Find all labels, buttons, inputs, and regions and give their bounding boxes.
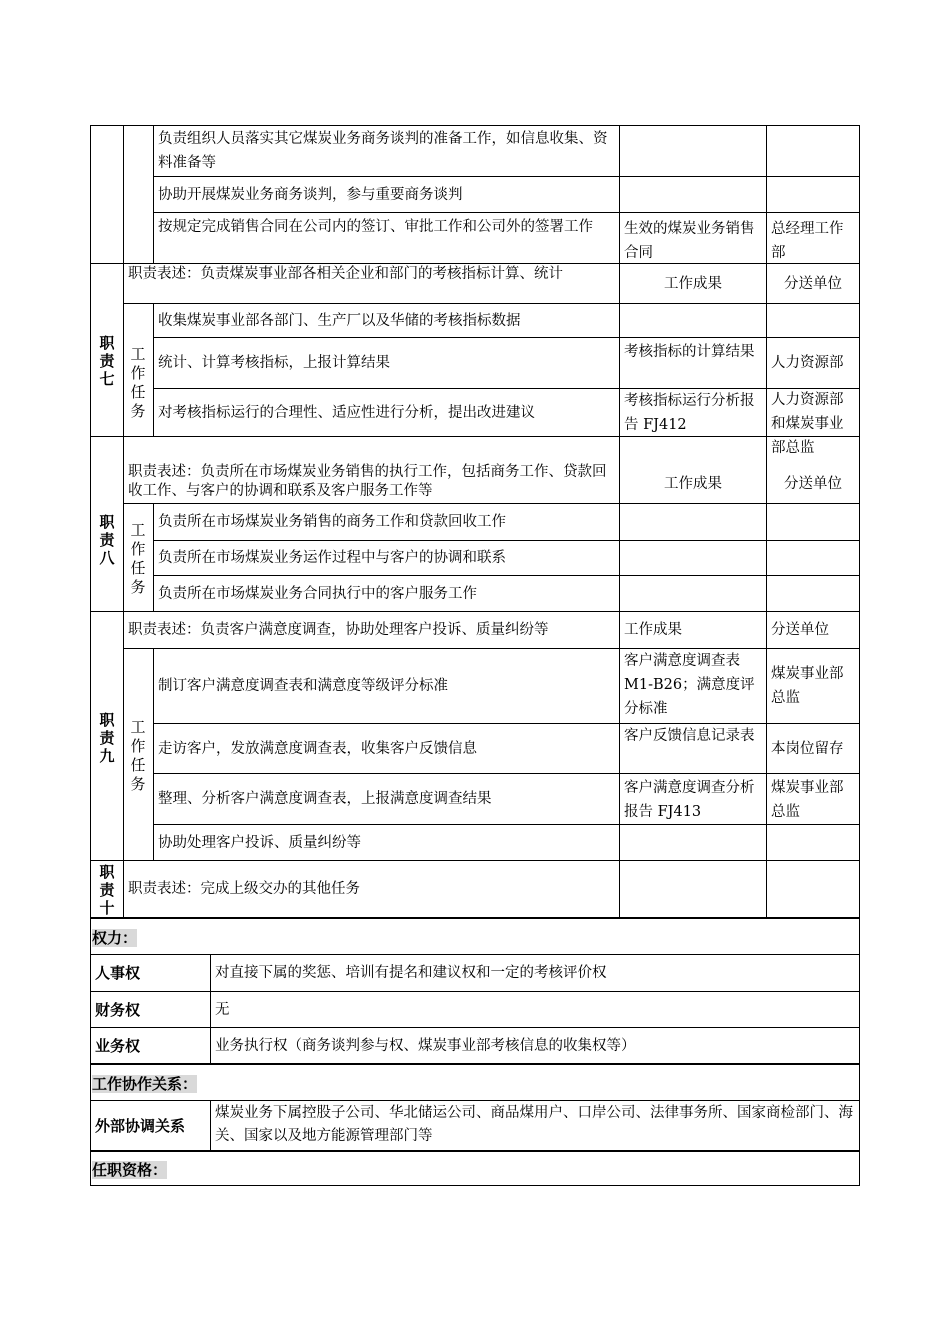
dept-cell: 本岗位留存 [771,740,844,757]
task-cell: 走访客户，发放满意度调查表，收集客户反馈信息 [158,740,477,757]
result-cell: 客户反馈信息记录表 [624,728,755,744]
dept-header: 分送单位 [784,275,842,292]
result-cell: 考核指标运行分析报告 FJ412 [624,392,755,433]
cooperation-name: 外部协调关系 [95,1116,186,1135]
task-cell: 对考核指标运行的合理性、适应性进行分析，提出改进建议 [158,404,535,421]
qualification-title-text: 任职资格： [92,1161,168,1179]
duty-label: 职责十 [99,863,115,917]
result-header: 工作成果 [624,622,682,638]
task-cell: 负责组织人员落实其它煤炭业务商务谈判的准备工作，如信息收集、资料准备等 [158,131,608,171]
authority-value: 无 [215,1001,230,1018]
task-cell: 协助处理客户投诉、质量纠纷等 [158,834,361,851]
duty-label: 职责七 [99,334,115,388]
dept-cell: 人力资源部 [771,355,844,371]
duty-statement: 职责表述：完成上级交办的其他任务 [128,881,360,897]
qualification-title [92,1159,167,1180]
dept-header: 分送单位 [771,622,829,638]
cooperation-value: 煤炭业务下属控股子公司、华北储运公司、商品煤用户、口岸公司、法律事务所、国家商检部门、海关、国家以及地方能源管理部门等 [215,1105,853,1144]
result-cell: 客户满意度调查表 M1-B26；满意度评分标准 [624,653,755,717]
duty-statement: 职责表述：负责煤炭事业部各相关企业和部门的考核指标计算、统计 [128,266,563,282]
authority-title [92,927,137,948]
task-label: 工作任务 [130,521,146,596]
dept-header: 分送单位 [784,476,842,492]
task-label: 工作任务 [130,345,146,420]
authority-name: 人事权 [95,964,141,982]
task-cell: 负责所在市场煤炭业务销售的商务工作和贷款回收工作 [158,514,506,530]
authority-value: 对直接下属的奖惩、培训有提名和建议权和一定的考核评价权 [215,965,607,981]
dept-cell: 人力资源部和煤炭事业部总监 [771,392,844,456]
authority-title-text: 权力： [92,929,138,947]
authority-name: 业务权 [95,1036,141,1055]
dept-cell: 煤炭事业部总监 [771,666,844,706]
duty-statement: 职责表述：负责所在市场煤炭业务销售的执行工作，包括商务工作、贷款回收工作、与客户的协调和联系及客户服务工作等 [128,464,607,499]
authority-name: 财务权 [95,1000,141,1019]
task-cell: 按规定完成销售合同在公司内的签订、审批工作和公司外的签署工作 [158,219,593,235]
task-cell: 整理、分析客户满意度调查表，上报满意度调查结果 [158,791,492,807]
authority-value: 业务执行权（商务谈判参与权、煤炭事业部考核信息的收集权等） [215,1037,636,1054]
result-cell: 考核指标的计算结果 [624,344,755,360]
result-header: 工作成果 [664,275,722,292]
dept-cell: 煤炭事业部总监 [771,780,844,820]
result-cell: 生效的煤炭业务销售合同 [624,221,755,261]
task-label: 工作任务 [130,718,146,793]
cooperation-title-text: 工作协作关系： [92,1075,198,1093]
task-cell: 制订客户满意度调查表和满意度等级评分标准 [158,678,448,694]
cooperation-title [92,1073,197,1094]
result-cell: 客户满意度调查分析报告 FJ413 [624,780,755,820]
task-cell: 负责所在市场煤炭业务合同执行中的客户服务工作 [158,585,477,602]
dept-cell: 总经理工作部 [771,221,844,261]
task-cell: 协助开展煤炭业务商务谈判，参与重要商务谈判 [158,186,463,203]
task-cell: 收集煤炭事业部各部门、生产厂以及华储的考核指标数据 [158,312,521,329]
duty-label: 职责九 [99,711,115,765]
duty-statement: 职责表述：负责客户满意度调查，协助处理客户投诉、质量纠纷等 [128,622,549,638]
result-header: 工作成果 [664,476,722,492]
duty-label: 职责八 [99,513,115,567]
task-cell: 负责所在市场煤炭业务运作过程中与客户的协调和联系 [158,550,506,566]
task-cell: 统计、计算考核指标，上报计算结果 [158,355,390,371]
